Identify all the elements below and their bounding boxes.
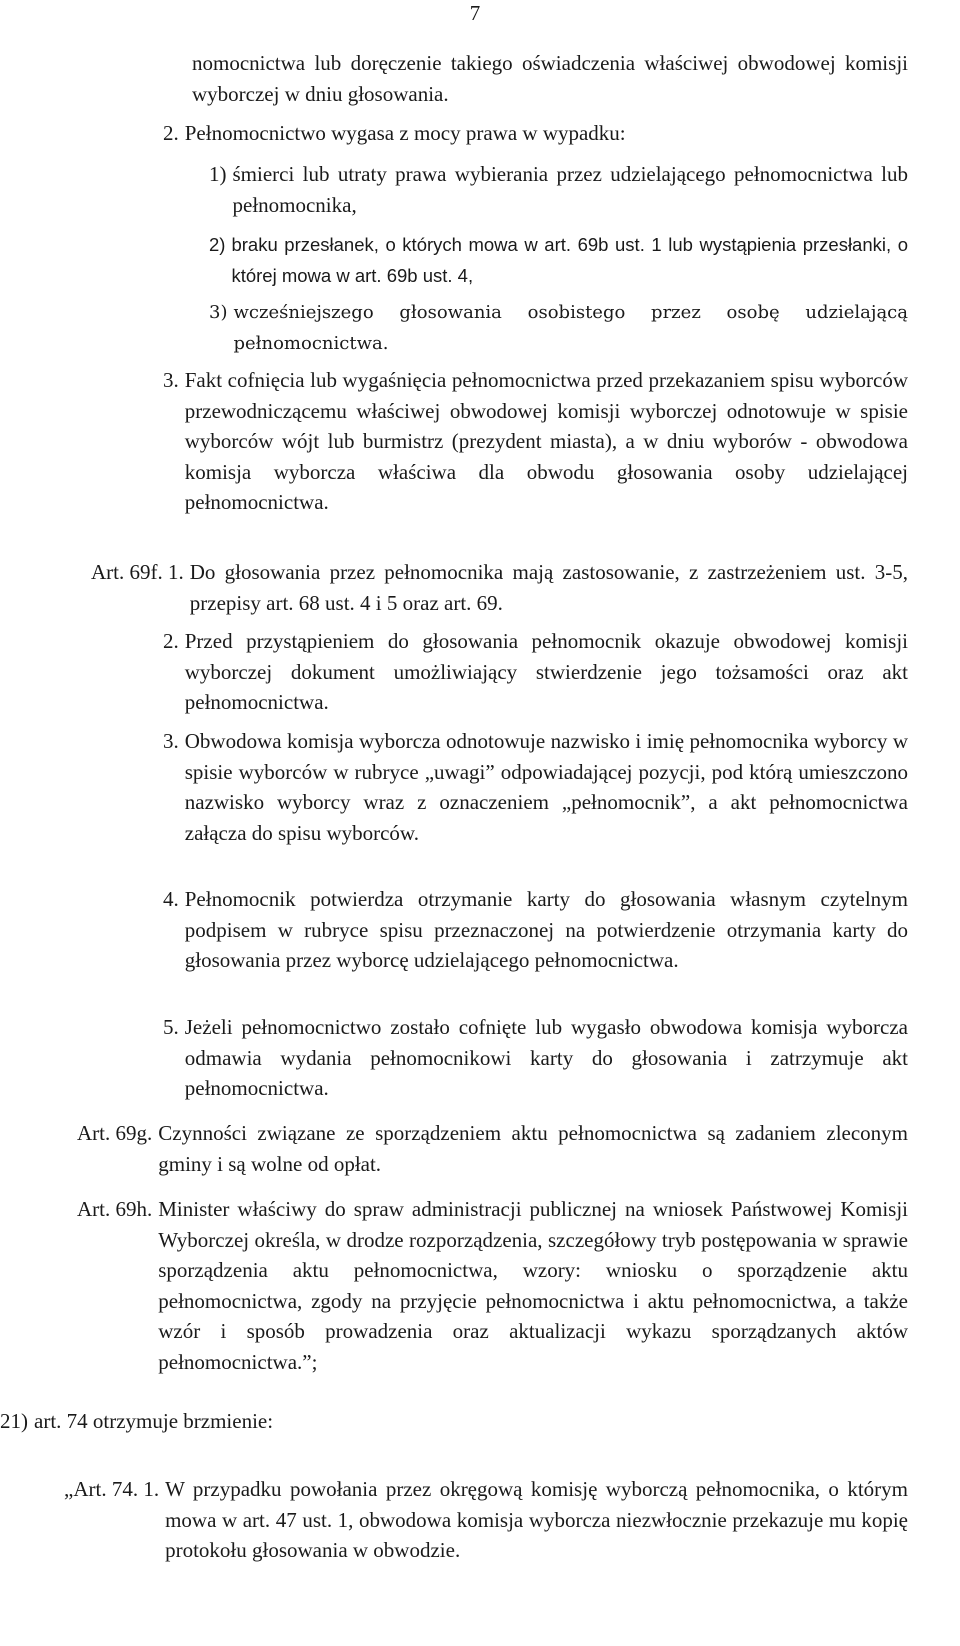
list-item-label: 2)	[209, 234, 226, 255]
list-item-text: braku przesłanek, o których mowa w art. 69b ust. 1 lub wystąpienia przesłanki, o której mowa w art. 69b ust. 4,	[231, 234, 908, 286]
paragraph-text: Przed przystąpieniem do głosowania pełnomocnik okazuje obwodowej komisji wyborczej dokument umożliwiający stwierdzenie jego tożsamości oraz akt pełnomocnictwa.	[184, 629, 908, 714]
page-number: 7	[469, 1, 481, 25]
article-text: Czynności związane ze sporządzeniem aktu pełnomocnictwa są zadaniem zleconym gminy i są wolne od opłat.	[158, 1121, 908, 1176]
article-label: Art. 69h.	[77, 1197, 153, 1221]
article-69g	[77, 1118, 908, 1179]
article-text: Do głosowania przez pełnomocnika mają zastosowanie, z zastrzeżeniem ust. 3-5, przepisy art. 68 ust. 4 i 5 oraz art. 69.	[189, 560, 908, 615]
paragraph-69f-ust-4	[163, 884, 908, 976]
paragraph-label: 3.	[163, 729, 179, 753]
paragraph-text: Fakt cofnięcia lub wygaśnięcia pełnomocnictwa przed przekazaniem spisu wyborców przewodniczącemu właściwej obwodowej komisji wyborczej odnotowuje w spisie wyborców wójt lub burmistrz (prezydent miasta), a w dniu wyborów - obwodowa komisja wyborcza właściwa dla obwodu głosowania osoby udzielającej pełnomocnictwa.	[184, 368, 908, 514]
paragraph-text: Obwodowa komisja wyborcza odnotowuje nazwisko i imię pełnomocnika wyborcy w spisie wyborców w rubryce „uwagi” odpowiadającej pozycji, pod którą umieszczono nazwisko wyborcy wraz z oznaczeniem „pełnomocnik”, a akt pełnomocnictwa załącza do spisu wyborców.	[184, 729, 908, 845]
list-item-label: 3)	[209, 302, 228, 323]
list-item-pkt-3	[209, 298, 908, 359]
list-item-pkt-1	[209, 159, 908, 220]
paragraph-label: 2.	[163, 629, 179, 653]
article-text: Minister właściwy do spraw administracji publicznej na wniosek Państwowej Komisji Wyborczej określa, w drodze rozporządzenia, szczegółowy tryb postępowania w sprawie sporządzenia aktu pełnomocnictwa, wzory: wniosku o sporządzenie aktu pełnomocnictwa, zgody na przyjęcie pełnomocnictwa i aktu pełnomocnictwa, a także wzór i sposób prowadzenia oraz aktualizacji wykazu sporządzanych aktów pełnomocnictwa.”;	[158, 1197, 908, 1374]
paragraph-69f-ust-2	[163, 626, 908, 718]
list-item-pkt-2	[209, 230, 908, 291]
amendment-label: 21)	[0, 1409, 28, 1433]
amendment-point-21	[0, 1406, 908, 1437]
paragraph-69f-ust-5	[163, 1012, 908, 1104]
paragraph-ust-2	[163, 118, 908, 149]
paragraph-ust-3	[163, 365, 908, 518]
article-69h	[77, 1194, 908, 1377]
paragraph-label: 2.	[163, 121, 179, 145]
article-label: Art. 69f. 1.	[91, 560, 184, 584]
paragraph-label: 3.	[163, 368, 179, 392]
paragraph-text: Jeżeli pełnomocnictwo zostało cofnięte lub wygasło obwodowa komisja wyborcza odmawia wydania pełnomocnikowi karty do głosowania i zatrzymuje akt pełnomocnictwa.	[184, 1015, 908, 1100]
article-label: Art. 69g.	[77, 1121, 153, 1145]
article-text: W przypadku powołania przez okręgową komisję wyborczą pełnomocnika, o którym mowa w art. 47 ust. 1, obwodowa komisja wyborcza niezwłocznie przekazuje mu kopię protokołu głosowania w obwodzie.	[165, 1477, 908, 1562]
paragraph-continuation: nomocnictwa lub doręczenie takiego oświadczenia właściwej obwodowej komisji wyborczej w dniu głosowania.	[192, 51, 908, 106]
list-item-text: wcześniejszego głosowania osobistego przez osobę udzielającą pełnomocnictwa.	[233, 302, 908, 354]
article-label: „Art. 74. 1.	[64, 1477, 160, 1501]
paragraph-label: 4.	[163, 887, 179, 911]
list-item-label: 1)	[209, 162, 227, 186]
paragraph-text: Pełnomocnictwo wygasa z mocy prawa w wypadku:	[184, 121, 626, 145]
paragraph-text: Pełnomocnik potwierdza otrzymanie karty do głosowania własnym czytelnym podpisem w rubryce spisu przeznaczonej na potwierdzenie otrzymania karty do głosowania przez wyborcę udzielającego pełnomocnictwa.	[184, 887, 908, 972]
amendment-text: art. 74 otrzymuje brzmienie:	[34, 1409, 274, 1433]
list-item-text: śmierci lub utraty prawa wybierania przez udzielającego pełnomocnictwa lub pełnomocnika,	[232, 162, 908, 217]
paragraph-69f-ust-3	[163, 726, 908, 848]
article-69f	[91, 557, 908, 618]
article-74	[64, 1474, 908, 1566]
paragraph-label: 5.	[163, 1015, 179, 1039]
